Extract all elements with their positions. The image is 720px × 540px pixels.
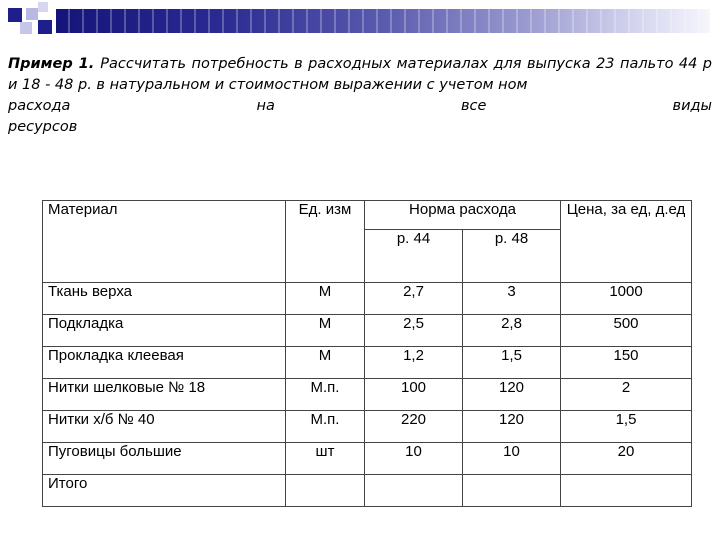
cell-norm-48: 120 (463, 379, 561, 411)
cell-norm-48: 120 (463, 411, 561, 443)
example-label: Пример 1. (8, 56, 95, 72)
header-size-48: р. 48 (463, 230, 561, 283)
heading-word: виды (672, 98, 712, 114)
table-row (43, 283, 692, 315)
header-price: Цена, за ед, д.ед (561, 201, 692, 283)
cell-material: Нитки шелковые № 18 (43, 379, 286, 411)
cell-material: Прокладка клеевая (43, 347, 286, 379)
cell-material: Пуговицы большие (43, 443, 286, 475)
table-row-total (43, 475, 692, 507)
header-unit: Ед. изм (286, 201, 365, 283)
cell-unit (286, 475, 365, 507)
cell-norm-44: 1,2 (365, 347, 463, 379)
cell-price: 20 (561, 443, 692, 475)
decor-square (38, 2, 48, 12)
cell-material: Ткань верха (43, 283, 286, 315)
decor-square (38, 20, 52, 34)
decor-square (20, 22, 32, 34)
heading-word: на (256, 98, 275, 114)
cell-unit: М.п. (286, 411, 365, 443)
cell-price (561, 475, 692, 507)
cell-norm-44: 2,5 (365, 315, 463, 347)
cell-norm-44: 220 (365, 411, 463, 443)
cell-price: 150 (561, 347, 692, 379)
header-material: Материал (43, 201, 286, 283)
table-row (43, 347, 692, 379)
table-row (43, 379, 692, 411)
cell-price: 1000 (561, 283, 692, 315)
table-row (43, 443, 692, 475)
cell-norm-48: 1,5 (463, 347, 561, 379)
cell-unit: М (286, 347, 365, 379)
cell-norm-48 (463, 475, 561, 507)
cell-price: 500 (561, 315, 692, 347)
heading-word: все (461, 98, 487, 114)
header-size-44: р. 44 (365, 230, 463, 283)
cell-material: Подкладка (43, 315, 286, 347)
cell-unit: М (286, 315, 365, 347)
heading-word: расхода (8, 98, 71, 114)
decor-square (26, 8, 38, 20)
table-row (43, 411, 692, 443)
cell-norm-44: 100 (365, 379, 463, 411)
cell-norm-44 (365, 475, 463, 507)
gradient-bar-stripes (56, 9, 710, 33)
header-norm: Норма расхода (365, 201, 561, 230)
cell-norm-44: 2,7 (365, 283, 463, 315)
cell-material: Нитки х/б № 40 (43, 411, 286, 443)
table-row (43, 315, 692, 347)
cell-price: 2 (561, 379, 692, 411)
materials-table (42, 200, 692, 507)
example-heading (8, 54, 712, 138)
cell-norm-48: 3 (463, 283, 561, 315)
cell-norm-48: 2,8 (463, 315, 561, 347)
heading-main-text (8, 54, 712, 96)
heading-last-line: ресурсов (8, 119, 78, 135)
heading-text: Рассчитать потребность в расходных материалах для выпуска 23 пальто 44 р и 18 - 48 р. в натуральном и стоимостном выражении с учетом ном (8, 56, 712, 93)
header-decoration (0, 0, 720, 40)
cell-unit: М (286, 283, 365, 315)
cell-material: Итого (43, 475, 286, 507)
cell-price: 1,5 (561, 411, 692, 443)
cell-unit: шт (286, 443, 365, 475)
decor-square (8, 8, 22, 22)
cell-unit: М.п. (286, 379, 365, 411)
table-header-row (43, 201, 692, 230)
cell-norm-48: 10 (463, 443, 561, 475)
cell-norm-44: 10 (365, 443, 463, 475)
heading-spread-line (8, 96, 712, 117)
